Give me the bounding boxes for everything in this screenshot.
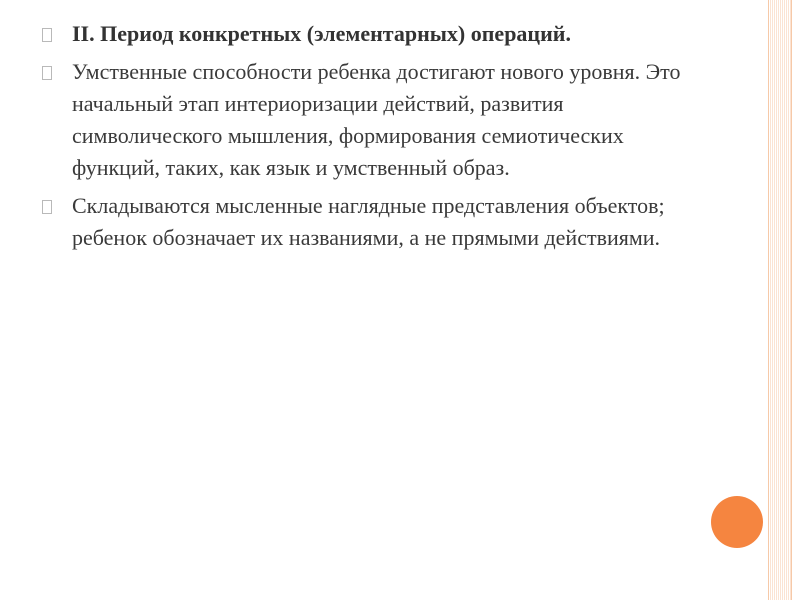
bullet-text: Складываются мысленные наглядные представления объектов; ребенок обозначает их названиями, а не прямыми действиями. — [72, 193, 665, 250]
slide-content — [40, 18, 700, 260]
heading-text: II. Период конкретных (элементарных) операций. — [72, 21, 571, 46]
bullet-item-heading — [40, 18, 700, 50]
bullet-item — [40, 190, 700, 254]
bullet-marker-icon — [42, 28, 52, 42]
bullet-text: Умственные способности ребенка достигают нового уровня. Это начальный этап интериоризации действий, развития символического мышления, формирования семиотических функций, таких, как язык и умственный образ. — [72, 59, 681, 180]
bullet-item — [40, 56, 700, 184]
bullet-marker-icon — [42, 66, 52, 80]
decorative-stripe-band — [768, 0, 792, 600]
bullet-marker-icon — [42, 200, 52, 214]
accent-circle-icon — [711, 496, 763, 548]
